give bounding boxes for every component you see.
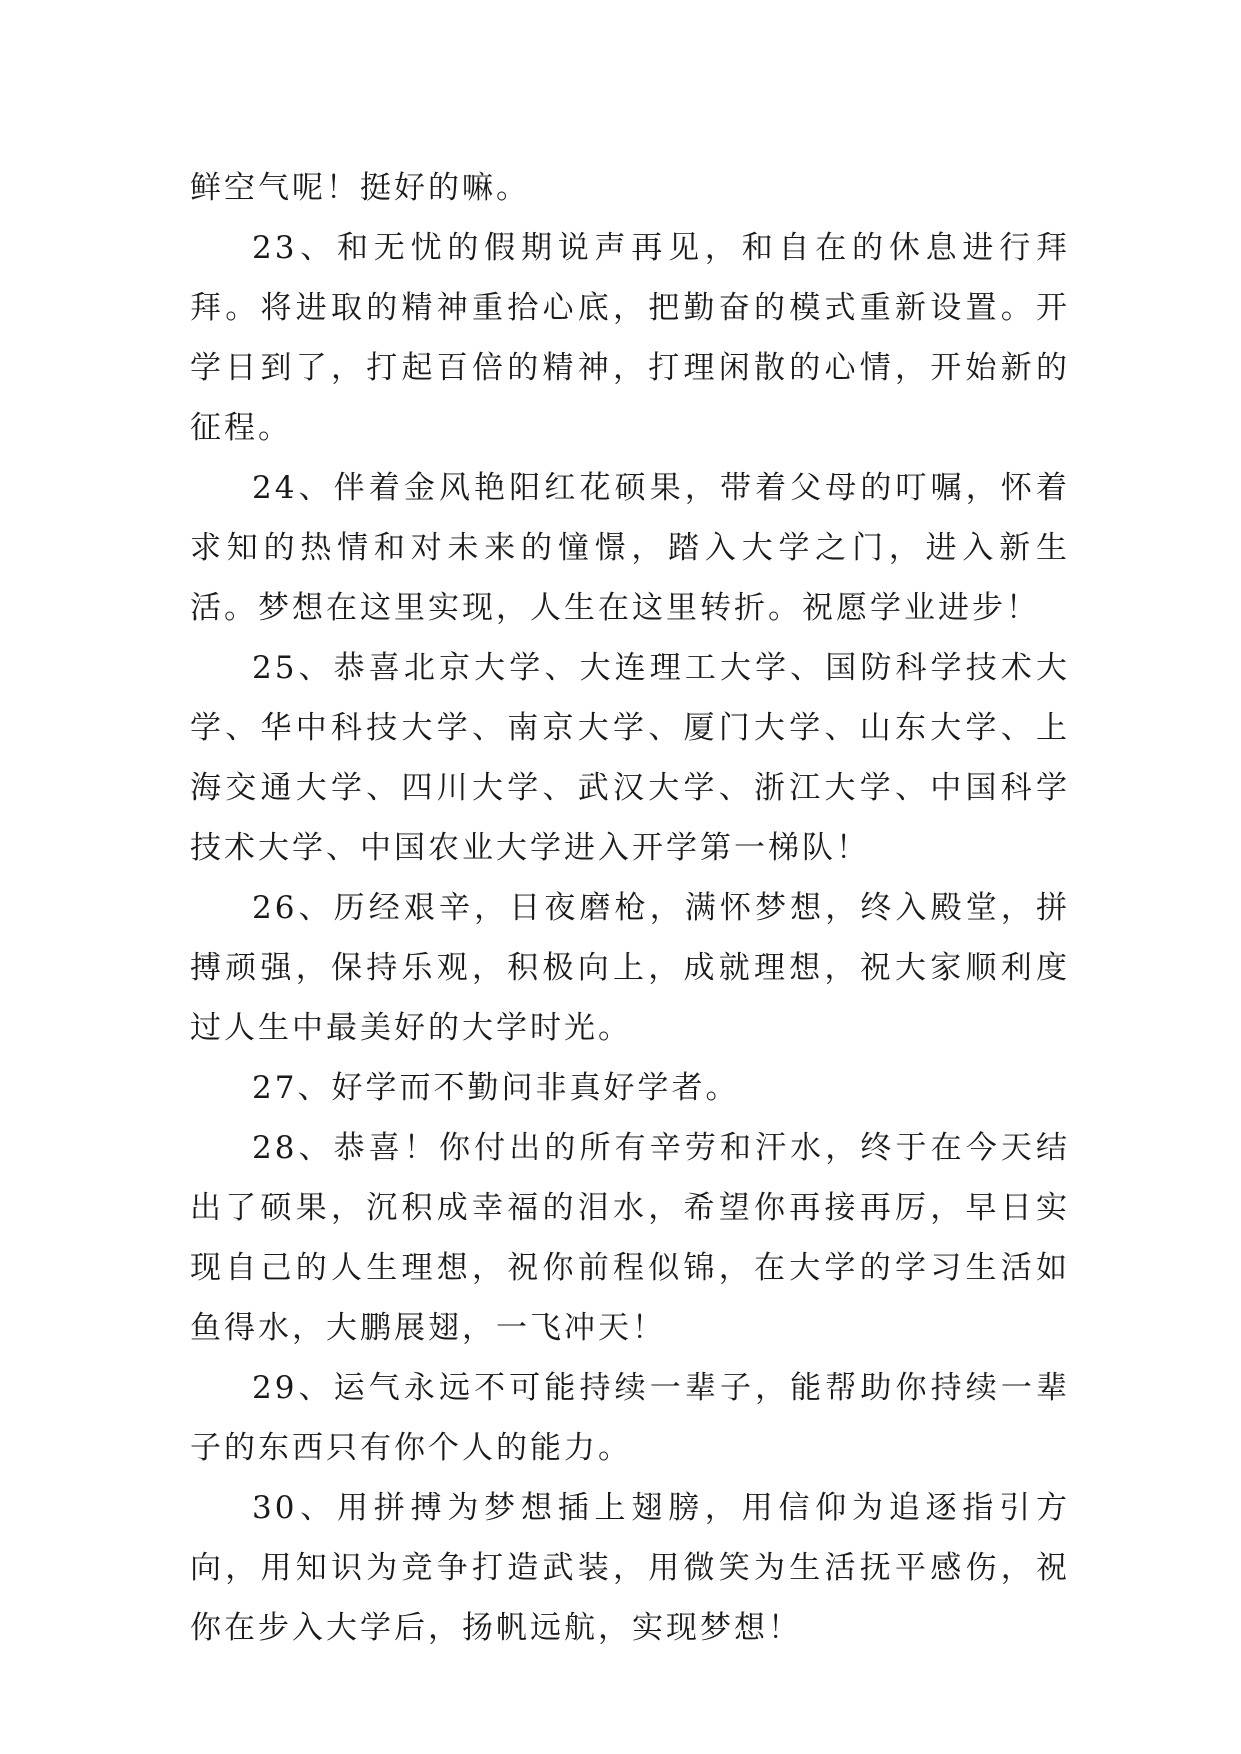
paragraph-item-26: 26、历经艰辛，日夜磨枪，满怀梦想，终入殿堂，拼搏顽强，保持乐观，积极向上，成就理想，祝大家顺利度过人生中最美好的大学时光。 — [190, 890, 1070, 1046]
paragraph-item-24: 24、伴着金风艳阳红花硕果，带着父母的叮嘱，怀着求知的热情和对未来的憧憬，踏入大学之门，进入新生活。梦想在这里实现，人生在这里转折。祝愿学业进步！ — [190, 470, 1070, 626]
paragraph-continuation: 鲜空气呢！挺好的嘛。 — [190, 170, 530, 206]
paragraph-item-28: 28、恭喜！你付出的所有辛劳和汗水，终于在今天结出了硕果，沉积成幸福的泪水，希望你再接再厉，早日实现自己的人生理想，祝你前程似锦，在大学的学习生活如鱼得水，大鹏展翅，一飞冲天！ — [190, 1130, 1070, 1346]
document-body — [190, 158, 1070, 1658]
paragraph-item-29: 29、运气永远不可能持续一辈子，能帮助你持续一辈子的东西只有你个人的能力。 — [190, 1370, 1070, 1466]
paragraph-item-23: 23、和无忧的假期说声再见，和自在的休息进行拜拜。将进取的精神重拾心底，把勤奋的模式重新设置。开学日到了，打起百倍的精神，打理闲散的心情，开始新的征程。 — [190, 230, 1070, 446]
paragraph-item-30: 30、用拼搏为梦想插上翅膀，用信仰为追逐指引方向，用知识为竞争打造武装，用微笑为生活抚平感伤，祝你在步入大学后，扬帆远航，实现梦想！ — [190, 1490, 1070, 1646]
paragraph-item-25: 25、恭喜北京大学、大连理工大学、国防科学技术大学、华中科技大学、南京大学、厦门大学、山东大学、上海交通大学、四川大学、武汉大学、浙江大学、中国科学技术大学、中国农业大学进入开学第一梯队！ — [190, 650, 1070, 866]
paragraph-item-27: 27、好学而不勤问非真好学者。 — [252, 1070, 740, 1106]
